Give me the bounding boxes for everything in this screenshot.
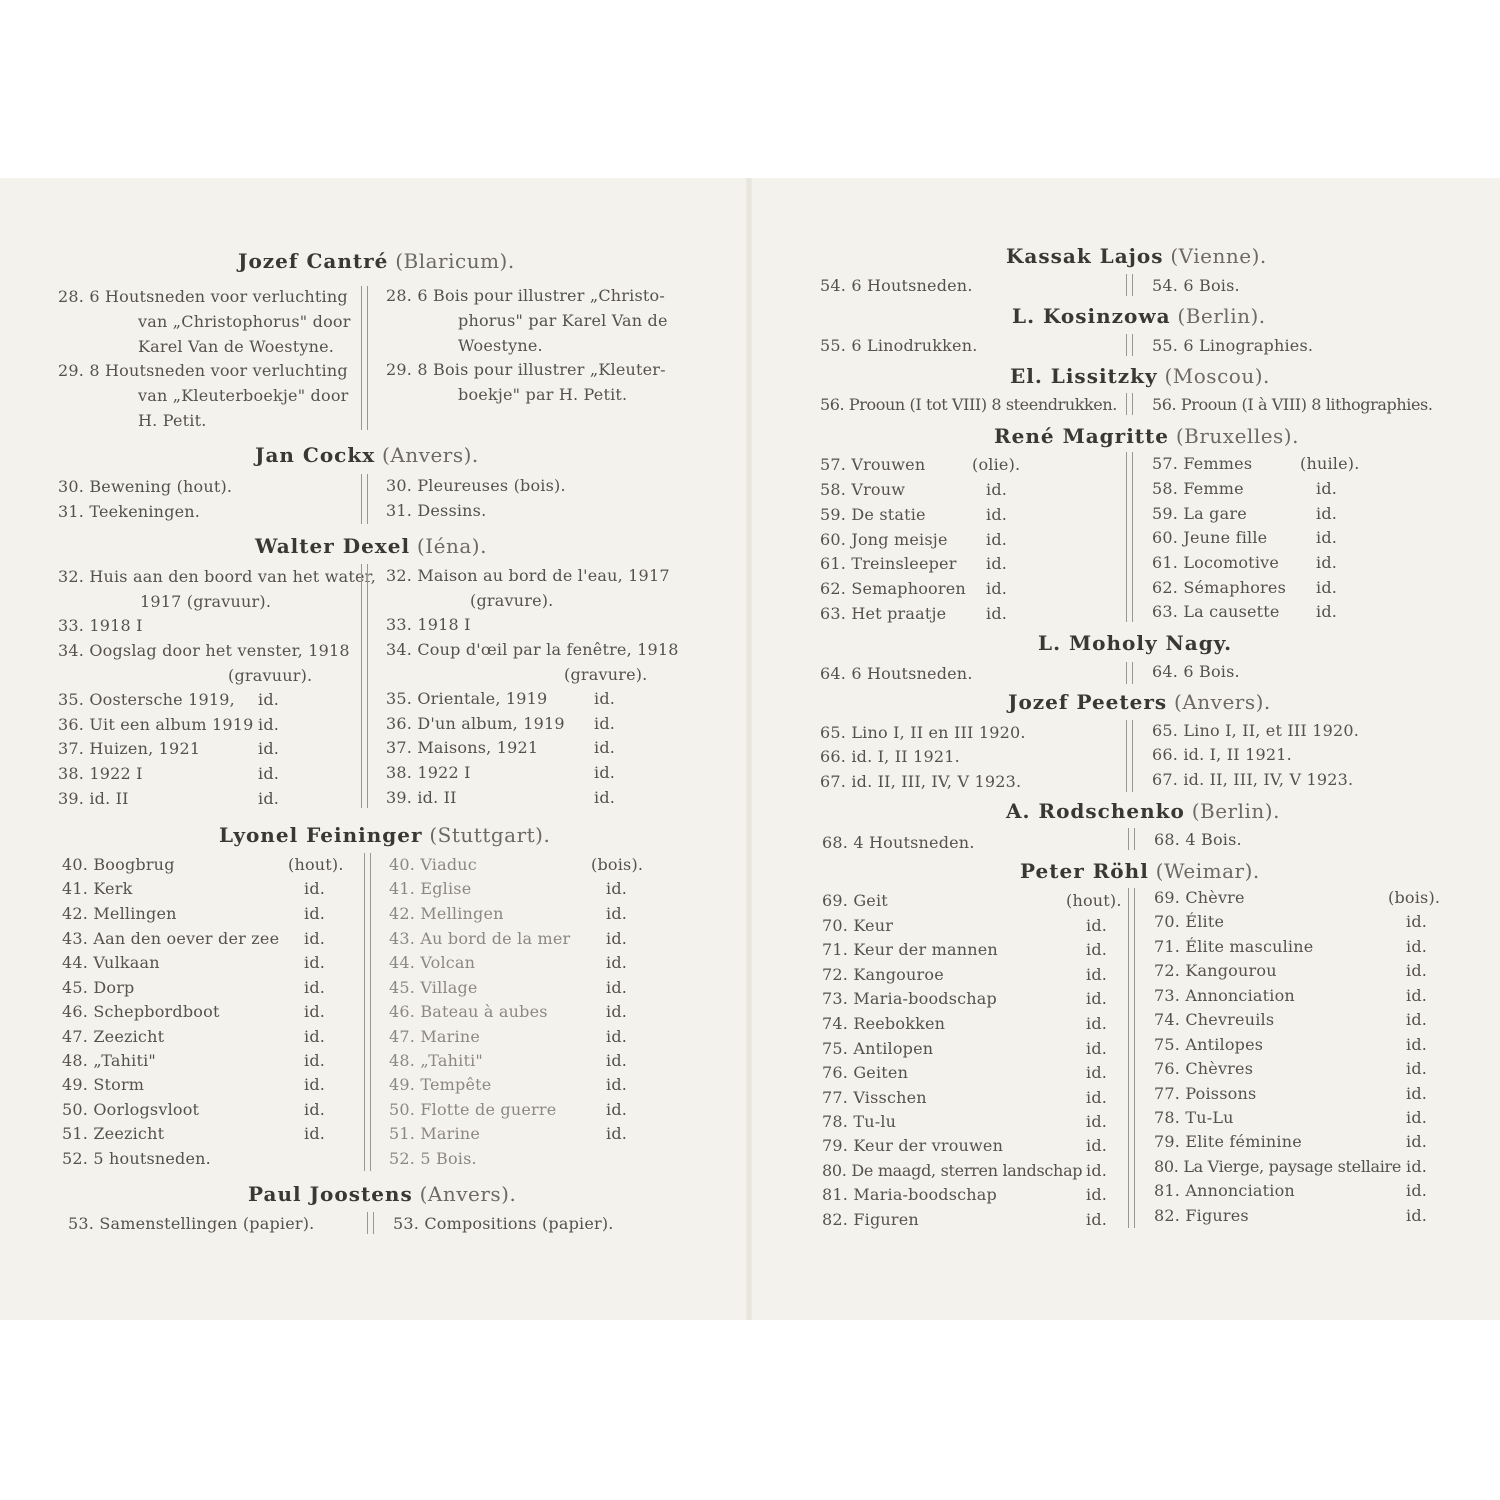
entry-nl: 76. Geiten xyxy=(822,1063,909,1082)
ditto-mark: id. xyxy=(606,978,628,997)
ditto-mark: id. xyxy=(1406,1181,1428,1200)
entry-fr: 49. Tempête xyxy=(389,1075,492,1094)
entry-fr: 81. Annonciation xyxy=(1154,1181,1295,1200)
ditto-mark: id. xyxy=(1086,1136,1108,1155)
ditto-mark: id. xyxy=(1406,1206,1428,1225)
entry-fr: 68. 4 Bois. xyxy=(1154,830,1242,849)
entry-nl: 81. Maria-boodschap xyxy=(822,1185,997,1204)
left-page xyxy=(0,178,746,1320)
ditto-mark: id. xyxy=(606,904,628,923)
artist-city: (Berlin). xyxy=(1177,304,1266,328)
column-divider xyxy=(1126,393,1133,415)
ditto-mark: id. xyxy=(1086,1185,1108,1204)
ditto-mark: id. xyxy=(594,714,616,733)
entry-nl: 66. id. I, II 1921. xyxy=(820,747,960,766)
artist-name: Peter Röhl xyxy=(1020,859,1149,883)
artist-heading xyxy=(255,534,487,558)
ditto-mark: id. xyxy=(258,715,280,734)
ditto-mark: id. xyxy=(606,1002,628,1021)
ditto-mark: id. xyxy=(1086,940,1108,959)
ditto-mark: id. xyxy=(1406,1084,1428,1103)
medium-label: (olie). xyxy=(972,455,1021,474)
ditto-mark: id. xyxy=(1406,912,1428,931)
artist-name: Lyonel Feininger xyxy=(219,823,423,847)
entry-nl: 71. Keur der mannen xyxy=(822,940,998,959)
entry-nl: 78. Tu-lu xyxy=(822,1112,897,1131)
artist-heading xyxy=(1012,304,1266,328)
column-divider xyxy=(367,1212,374,1234)
entry-fr: 64. 6 Bois. xyxy=(1152,662,1240,681)
ditto-mark: id. xyxy=(1086,1210,1108,1229)
ditto-mark: id. xyxy=(594,689,616,708)
entry-nl: 28. 6 Houtsneden voor verluchting xyxy=(58,287,348,306)
ditto-mark: id. xyxy=(1406,1108,1428,1127)
ditto-mark: id. xyxy=(1086,1161,1108,1180)
artist-heading xyxy=(238,249,515,273)
entry-nl: van „Christophorus" door xyxy=(138,312,351,331)
entry-fr: 40. Viaduc xyxy=(389,855,477,874)
entry-nl: 54. 6 Houtsneden. xyxy=(820,276,973,295)
entry-nl: 68. 4 Houtsneden. xyxy=(822,833,975,852)
entry-fr: 41. Eglise xyxy=(389,879,472,898)
ditto-mark: id. xyxy=(1086,916,1108,935)
entry-fr: 69. Chèvre xyxy=(1154,888,1245,907)
ditto-mark: id. xyxy=(1086,965,1108,984)
entry-fr: 61. Locomotive xyxy=(1152,553,1280,572)
entry-fr: 52. 5 Bois. xyxy=(389,1149,477,1168)
entry-nl: 35. Oostersche 1919, xyxy=(58,690,235,709)
ditto-mark: id. xyxy=(1086,1112,1108,1131)
column-divider xyxy=(361,564,368,808)
entry-nl: 62. Semaphooren xyxy=(820,579,966,598)
entry-fr: 63. La causette xyxy=(1152,602,1280,621)
entry-fr: 56. Prooun (I à VIII) 8 lithographies. xyxy=(1152,395,1433,414)
ditto-mark: id. xyxy=(606,1124,628,1143)
artist-city: (Moscou). xyxy=(1164,364,1270,388)
entry-nl: 32. Huis aan den boord van het water, xyxy=(58,567,377,586)
entry-fr: 60. Jeune fille xyxy=(1152,528,1268,547)
entry-fr: 57. Femmes xyxy=(1152,454,1253,473)
ditto-mark: id. xyxy=(304,953,326,972)
medium-label: (hout). xyxy=(288,855,344,874)
entry-fr: 50. Flotte de guerre xyxy=(389,1100,557,1119)
entry-fr: 65. Lino I, II, et III 1920. xyxy=(1152,721,1360,740)
ditto-mark: id. xyxy=(606,1027,628,1046)
artist-heading xyxy=(248,1182,516,1206)
entry-fr: 79. Elite féminine xyxy=(1154,1132,1302,1151)
ditto-mark: id. xyxy=(304,978,326,997)
entry-nl: 30. Bewening (hout). xyxy=(58,477,233,496)
column-divider xyxy=(1126,334,1133,356)
entry-fr: 78. Tu-Lu xyxy=(1154,1108,1234,1127)
ditto-mark: id. xyxy=(304,1075,326,1094)
medium-label: (bois). xyxy=(1388,888,1441,907)
entry-nl: 63. Het praatje xyxy=(820,604,947,623)
entry-nl: 48. „Tahiti" xyxy=(62,1051,156,1070)
artist-city: (Bruxelles). xyxy=(1175,424,1299,448)
entry-nl: 69. Geit xyxy=(822,891,888,910)
entry-fr: 74. Chevreuils xyxy=(1154,1010,1275,1029)
entry-fr: 70. Élite xyxy=(1154,912,1225,931)
entry-fr: 82. Figures xyxy=(1154,1206,1249,1225)
entry-fr: 31. Dessins. xyxy=(386,501,487,520)
entry-nl: 1917 (gravuur). xyxy=(140,592,272,611)
right-page xyxy=(752,178,1500,1320)
entry-nl: 29. 8 Houtsneden voor verluchting xyxy=(58,361,348,380)
ditto-mark: id. xyxy=(1406,1132,1428,1151)
entry-fr: 76. Chèvres xyxy=(1154,1059,1254,1078)
entry-fr: 48. „Tahiti" xyxy=(389,1051,483,1070)
ditto-mark: id. xyxy=(986,530,1008,549)
entry-nl: 65. Lino I, II en III 1920. xyxy=(820,723,1026,742)
entry-nl: 43. Aan den oever der zee xyxy=(62,929,280,948)
entry-fr: (gravure). xyxy=(564,665,648,684)
entry-nl: 50. Oorlogsvloot xyxy=(62,1100,200,1119)
entry-fr: 55. 6 Linographies. xyxy=(1152,336,1314,355)
entry-nl: 53. Samenstellingen (papier). xyxy=(68,1214,315,1233)
ditto-mark: id. xyxy=(304,1027,326,1046)
ditto-mark: id. xyxy=(1316,504,1338,523)
ditto-mark: id. xyxy=(986,604,1008,623)
entry-fr: 28. 6 Bois pour illustrer „Christo- xyxy=(386,286,665,305)
medium-label: (hout). xyxy=(1066,891,1122,910)
artist-name: Paul Joostens xyxy=(248,1182,413,1206)
ditto-mark: id. xyxy=(1406,1010,1428,1029)
entry-fr: 32. Maison au bord de l'eau, 1917 xyxy=(386,566,670,585)
artist-city: (Berlin). xyxy=(1191,799,1280,823)
entry-fr: 38. 1922 I xyxy=(386,763,471,782)
entry-fr: 73. Annonciation xyxy=(1154,986,1295,1005)
ditto-mark: id. xyxy=(1406,1035,1428,1054)
entry-fr: 39. id. II xyxy=(386,788,457,807)
entry-fr: (gravure). xyxy=(470,591,554,610)
artist-heading xyxy=(1006,244,1267,268)
ditto-mark: id. xyxy=(258,739,280,758)
ditto-mark: id. xyxy=(304,929,326,948)
column-divider xyxy=(361,286,368,430)
artist-city: (Anvers). xyxy=(1174,690,1271,714)
entry-fr: 43. Au bord de la mer xyxy=(389,929,571,948)
entry-fr: 54. 6 Bois. xyxy=(1152,276,1240,295)
ditto-mark: id. xyxy=(986,554,1008,573)
ditto-mark: id. xyxy=(304,1051,326,1070)
medium-label: (bois). xyxy=(591,855,644,874)
entry-nl: 51. Zeezicht xyxy=(62,1124,165,1143)
entry-nl: 67. id. II, III, IV, V 1923. xyxy=(820,772,1022,791)
column-divider xyxy=(1126,720,1133,792)
entry-nl: 61. Treinsleeper xyxy=(820,554,957,573)
entry-nl: 75. Antilopen xyxy=(822,1039,934,1058)
entry-fr: 44. Volcan xyxy=(389,953,476,972)
entry-nl: 42. Mellingen xyxy=(62,904,177,923)
entry-fr: 77. Poissons xyxy=(1154,1084,1257,1103)
entry-nl: 45. Dorp xyxy=(62,978,135,997)
ditto-mark: id. xyxy=(1406,1059,1428,1078)
ditto-mark: id. xyxy=(1086,1088,1108,1107)
ditto-mark: id. xyxy=(1406,1157,1428,1176)
column-divider xyxy=(361,474,368,524)
entry-nl: Karel Van de Woestyne. xyxy=(138,337,335,356)
artist-city: (Vienne). xyxy=(1170,244,1267,268)
artist-name: Walter Dexel xyxy=(255,534,411,558)
medium-label: (huile). xyxy=(1300,454,1360,473)
entry-nl: 59. De statie xyxy=(820,505,926,524)
ditto-mark: id. xyxy=(606,929,628,948)
ditto-mark: id. xyxy=(986,505,1008,524)
ditto-mark: id. xyxy=(1316,602,1338,621)
ditto-mark: id. xyxy=(1406,937,1428,956)
entry-nl: 80. De maagd, sterren landschap xyxy=(822,1161,1083,1180)
entry-fr: 36. D'un album, 1919 xyxy=(386,714,565,733)
entry-fr: boekje" par H. Petit. xyxy=(458,385,628,404)
entry-nl: 37. Huizen, 1921 xyxy=(58,739,201,758)
ditto-mark: id. xyxy=(304,879,326,898)
ditto-mark: id. xyxy=(606,1100,628,1119)
ditto-mark: id. xyxy=(594,738,616,757)
artist-heading xyxy=(255,443,479,467)
artist-name: Kassak Lajos xyxy=(1006,244,1164,268)
ditto-mark: id. xyxy=(1086,989,1108,1008)
ditto-mark: id. xyxy=(606,1051,628,1070)
entry-fr: 46. Bateau à aubes xyxy=(389,1002,548,1021)
artist-name: L. Kosinzowa xyxy=(1012,304,1171,328)
ditto-mark: id. xyxy=(304,904,326,923)
entry-fr: 30. Pleureuses (bois). xyxy=(386,476,566,495)
column-divider xyxy=(1126,274,1133,296)
entry-fr: 47. Marine xyxy=(389,1027,480,1046)
ditto-mark: id. xyxy=(304,1124,326,1143)
entry-nl: 39. id. II xyxy=(58,789,129,808)
ditto-mark: id. xyxy=(1316,479,1338,498)
catalogue-spread xyxy=(0,178,1500,1320)
entry-nl: 33. 1918 I xyxy=(58,616,143,635)
entry-fr: 59. La gare xyxy=(1152,504,1247,523)
artist-name: A. Rodschenko xyxy=(1006,799,1185,823)
artist-city: (Stuttgart). xyxy=(429,823,551,847)
ditto-mark: id. xyxy=(606,953,628,972)
artist-heading xyxy=(1008,690,1271,714)
entry-nl: 41. Kerk xyxy=(62,879,133,898)
ditto-mark: id. xyxy=(986,579,1008,598)
entry-nl: 55. 6 Linodrukken. xyxy=(820,336,978,355)
entry-fr: 53. Compositions (papier). xyxy=(393,1214,614,1233)
ditto-mark: id. xyxy=(304,1100,326,1119)
entry-nl: 64. 6 Houtsneden. xyxy=(820,664,973,683)
entry-nl: 34. Oogslag door het venster, 1918 xyxy=(58,641,350,660)
entry-nl: 82. Figuren xyxy=(822,1210,919,1229)
entry-nl: 57. Vrouwen xyxy=(820,455,926,474)
entry-fr: 45. Village xyxy=(389,978,478,997)
entry-fr: 29. 8 Bois pour illustrer „Kleuter- xyxy=(386,360,666,379)
entry-nl: 77. Visschen xyxy=(822,1088,927,1107)
entry-fr: 51. Marine xyxy=(389,1124,480,1143)
entry-fr: Woestyne. xyxy=(458,336,543,355)
artist-name: René Magritte xyxy=(994,424,1169,448)
entry-fr: 58. Femme xyxy=(1152,479,1244,498)
entry-nl: 40. Boogbrug xyxy=(62,855,175,874)
ditto-mark: id. xyxy=(304,1002,326,1021)
entry-nl: 44. Vulkaan xyxy=(62,953,160,972)
ditto-mark: id. xyxy=(1086,1014,1108,1033)
ditto-mark: id. xyxy=(594,788,616,807)
entry-nl: 46. Schepbordboot xyxy=(62,1002,220,1021)
artist-heading xyxy=(219,823,550,847)
artist-city: (Weimar). xyxy=(1155,859,1260,883)
ditto-mark: id. xyxy=(1316,553,1338,572)
entry-nl: 60. Jong meisje xyxy=(820,530,948,549)
artist-name: El. Lissitzky xyxy=(1010,364,1158,388)
entry-nl: 70. Keur xyxy=(822,916,894,935)
entry-nl: 31. Teekeningen. xyxy=(58,502,201,521)
entry-nl: 38. 1922 I xyxy=(58,764,143,783)
ditto-mark: id. xyxy=(1086,1063,1108,1082)
ditto-mark: id. xyxy=(258,764,280,783)
entry-fr: 62. Sémaphores xyxy=(1152,578,1286,597)
entry-nl: van „Kleuterboekje" door xyxy=(138,386,349,405)
artist-name: L. Moholy Nagy. xyxy=(1038,631,1233,655)
entry-fr: 37. Maisons, 1921 xyxy=(386,738,539,757)
entry-nl: H. Petit. xyxy=(138,411,207,430)
ditto-mark: id. xyxy=(1316,578,1338,597)
entry-fr: 72. Kangourou xyxy=(1154,961,1277,980)
artist-city: (Anvers). xyxy=(382,443,479,467)
entry-fr: 34. Coup d'œil par la fenêtre, 1918 xyxy=(386,640,679,659)
ditto-mark: id. xyxy=(1316,528,1338,547)
ditto-mark: id. xyxy=(258,789,280,808)
entry-nl: 72. Kangouroe xyxy=(822,965,944,984)
entry-fr: 42. Mellingen xyxy=(389,904,504,923)
artist-heading xyxy=(1010,364,1270,388)
entry-fr: phorus" par Karel Van de xyxy=(458,311,668,330)
artist-name: Jozef Peeters xyxy=(1008,690,1168,714)
ditto-mark: id. xyxy=(1406,961,1428,980)
column-divider xyxy=(1128,888,1135,1228)
entry-nl: (gravuur). xyxy=(228,666,313,685)
artist-name: Jozef Cantré xyxy=(238,249,389,273)
ditto-mark: id. xyxy=(1406,986,1428,1005)
entry-nl: 74. Reebokken xyxy=(822,1014,946,1033)
ditto-mark: id. xyxy=(606,879,628,898)
ditto-mark: id. xyxy=(594,763,616,782)
entry-nl: 52. 5 houtsneden. xyxy=(62,1149,211,1168)
entry-fr: 67. id. II, III, IV, V 1923. xyxy=(1152,770,1354,789)
column-divider xyxy=(364,853,371,1171)
ditto-mark: id. xyxy=(258,690,280,709)
column-divider xyxy=(1126,452,1133,622)
entry-nl: 56. Prooun (I tot VIII) 8 steendrukken. xyxy=(820,395,1117,414)
artist-heading xyxy=(1038,631,1232,655)
artist-name: Jan Cockx xyxy=(255,443,376,467)
artist-heading xyxy=(994,424,1299,448)
column-divider xyxy=(1126,662,1133,684)
entry-nl: 73. Maria-boodschap xyxy=(822,989,997,1008)
entry-fr: 35. Orientale, 1919 xyxy=(386,689,548,708)
entry-fr: 66. id. I, II 1921. xyxy=(1152,745,1292,764)
entry-nl: 79. Keur der vrouwen xyxy=(822,1136,1004,1155)
entry-fr: 71. Élite masculine xyxy=(1154,937,1314,956)
entry-nl: 47. Zeezicht xyxy=(62,1027,165,1046)
artist-heading xyxy=(1020,859,1260,883)
ditto-mark: id. xyxy=(986,480,1008,499)
entry-nl: 36. Uit een album 1919 xyxy=(58,715,254,734)
ditto-mark: id. xyxy=(606,1075,628,1094)
artist-city: (Anvers). xyxy=(419,1182,517,1206)
artist-heading xyxy=(1006,799,1280,823)
column-divider xyxy=(1128,828,1135,850)
entry-nl: 58. Vrouw xyxy=(820,480,906,499)
entry-fr: 33. 1918 I xyxy=(386,615,471,634)
ditto-mark: id. xyxy=(1086,1039,1108,1058)
entry-fr: 75. Antilopes xyxy=(1154,1035,1264,1054)
entry-nl: 49. Storm xyxy=(62,1075,145,1094)
artist-city: (Blaricum). xyxy=(395,249,515,273)
artist-city: (Iéna). xyxy=(416,534,487,558)
entry-fr: 80. La Vierge, paysage stellaire xyxy=(1154,1157,1402,1176)
